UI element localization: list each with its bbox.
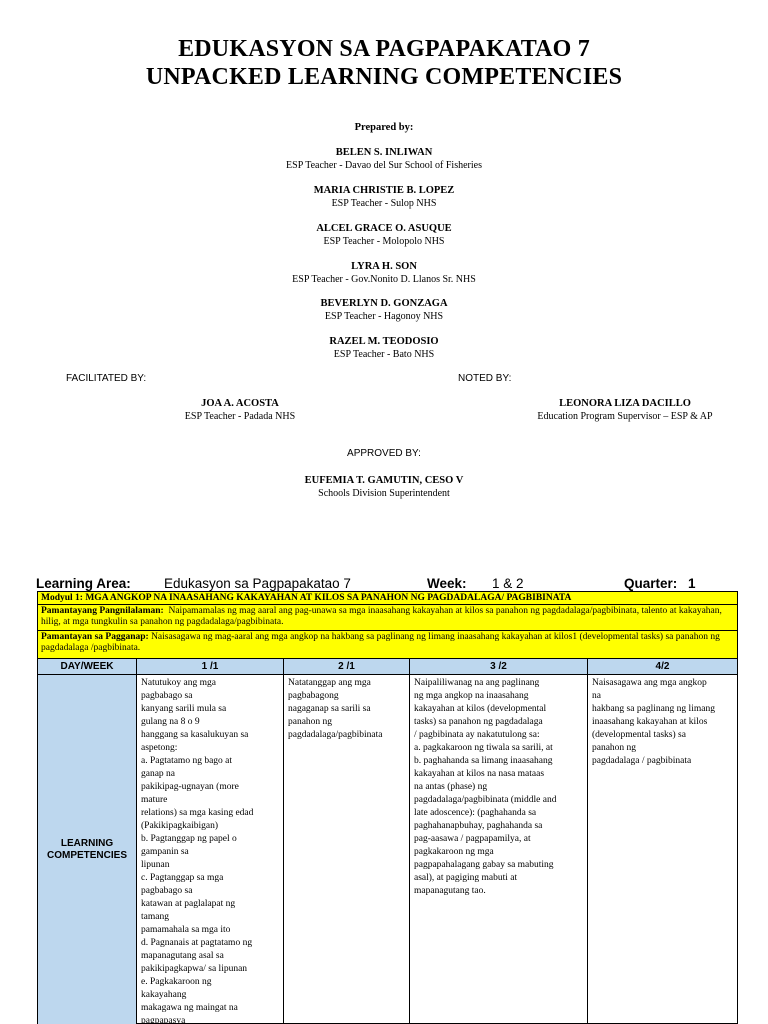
learning-competencies-label: LEARNING COMPETENCIES (38, 675, 137, 1024)
pagganap-text: Naisasagawa ng mag-aaral ang mga angkop na hakbang sa paglinang ng limang inaasahang kakayahan at kilos1 (developmental tasks) sa panahon ng pagdadalaga /pagbibinata. (41, 632, 720, 653)
header-day-week: DAY/WEEK (38, 659, 137, 675)
quarter-label: Quarter: (624, 576, 678, 591)
competency-line: Natatanggap ang mga (288, 678, 371, 688)
competency-line: ganap na (141, 769, 176, 779)
competency-line: kakayahan at kilos (developmental (414, 704, 547, 714)
competency-day3 (410, 675, 588, 1024)
competency-line: Natutukoy ang mga (141, 678, 216, 688)
noted-by-label: NOTED BY: (458, 373, 512, 384)
preparer-role: ESP Teacher - Hagonoy NHS (324, 311, 444, 322)
document-title-line2: UNPACKED LEARNING COMPETENCIES (145, 64, 623, 90)
header-day1: 1 /1 (137, 659, 284, 675)
competency-line: panahon ng (592, 743, 637, 753)
competency-line: kakayahan at kilos na nasa mataas (414, 769, 545, 779)
competency-line: pagpapahalagang gabay sa mabuting (414, 860, 554, 870)
competency-line: pagbabagong (288, 691, 339, 701)
competency-line: pagdadalaga / pagbibinata (592, 756, 692, 766)
competency-line: kakayahang (141, 990, 187, 1000)
competency-line: pakikipagkapwa/ sa lipunan (141, 964, 248, 974)
competency-line: asal), at pagiging mabuti at (414, 873, 518, 883)
competency-line: Naisasagawa ang mga angkop (592, 678, 707, 688)
facilitator-name: JOA A. ACOSTA (201, 398, 279, 409)
competency-line: a. pagkakaroon ng tiwala sa sarili, at (414, 743, 553, 753)
preparer-name: BELEN S. INLIWAN (335, 147, 433, 158)
module-title-row (38, 592, 737, 605)
competency-line: aspetong: (141, 743, 178, 753)
preparer (0, 184, 768, 210)
competency-line: (developmental tasks) sa (592, 730, 686, 740)
noter-name: LEONORA LIZA DACILLO (559, 398, 691, 409)
quarter-value: 1 (688, 576, 696, 591)
competency-line: / pagbibinata ay nakatutulong sa: (414, 730, 540, 740)
pangnilalaman-text: Naipamamalas ng mag aaral ang pag-unawa sa mga inaasahang kakayahan at kilos sa panahon ng pagdadalaga/pagbibinata, talento at kakayahan, hilig, at mga tungkulin sa panahon ng pagdadalaga/pagbibinata. (41, 606, 722, 627)
preparer-name: RAZEL M. TEODOSIO (329, 336, 439, 347)
preparer-name: ALCEL GRACE O. ASUQUE (316, 223, 452, 234)
competency-line: pamamahala sa mga ito (141, 925, 231, 935)
competency-line: relations) sa mga kasing edad (141, 808, 254, 818)
learning-area-value: Edukasyon sa Pagpapakatao 7 (164, 576, 351, 591)
preparer-name: MARIA CHRISTIE B. LOPEZ (313, 185, 455, 196)
preparer (0, 260, 768, 286)
competency-line: na antas (phase) ng (414, 782, 488, 792)
facilitated-by-label: FACILITATED BY: (66, 373, 147, 384)
competency-line: inaasahang kakayahan at kilos (592, 717, 708, 727)
preparer-role: ESP Teacher - Bato NHS (333, 349, 435, 360)
competency-line: ng mga angkop na inaasahang (414, 691, 529, 701)
competency-line: hanggang sa kasalukuyan sa (141, 730, 249, 740)
header-day3: 3 /2 (410, 659, 588, 675)
pangnilalaman-row (38, 605, 737, 631)
competency-line: pag-aasawa / pagpapamilya, at (414, 834, 531, 844)
preparer (0, 146, 768, 172)
competency-day2 (284, 675, 410, 1024)
noter-role: Education Program Supervisor – ESP & AP (537, 411, 713, 422)
approved-by-label: APPROVED BY: (347, 448, 421, 459)
competencies-table (37, 591, 738, 1024)
competency-line: late adoscence): (paghahanda sa (414, 808, 537, 818)
noter-signature (490, 397, 760, 423)
competency-line: mapanagutang tao. (414, 886, 486, 896)
header-day2: 2 /1 (284, 659, 410, 675)
competency-line: mapanagutang asal sa (141, 951, 224, 961)
competency-line: mature (141, 795, 168, 805)
preparer-role: ESP Teacher - Gov.Nonito D. Llanos Sr. NHS (292, 274, 476, 285)
preparer (0, 222, 768, 248)
module-title: Modyul 1: MGA ANGKOP NA INAASAHANG KAKAYAHAN AT KILOS SA PANAHON NG PAGDADALAGA/ PAGBIBINATA (41, 593, 572, 603)
competency-line: katawan at paglalapat ng (141, 899, 236, 909)
pagganap-label: Pamantayan sa Pagganap: (41, 632, 149, 642)
pangnilalaman-label: Pamantayang Pangnilalaman: (41, 606, 164, 616)
competency-line: pagdadalaga/pagbibinata (middle and (414, 795, 557, 805)
preparer-name: BEVERLYN D. GONZAGA (320, 298, 448, 309)
preparer (0, 335, 768, 361)
week-label: Week: (427, 576, 467, 591)
facilitator-signature (120, 397, 360, 423)
competency-line: pagdadalaga/pagbibinata (288, 730, 383, 740)
prepared-by-label: Prepared by: (354, 122, 414, 133)
competency-line: kanyang sarili mula sa (141, 704, 227, 714)
competency-line: panahon ng (288, 717, 333, 727)
preparer (0, 297, 768, 323)
competency-day1 (137, 675, 284, 1024)
competency-line: pagpapasya (141, 1016, 186, 1024)
competency-line: lipunan (141, 860, 170, 870)
competency-line: e. Pagkakaroon ng (141, 977, 212, 987)
competency-line: gulang na 8 o 9 (141, 717, 200, 727)
competency-line: (Pakikipagkaibigan) (141, 821, 219, 831)
competency-line: hakbang sa paglinang ng limang (592, 704, 715, 714)
approver-name: EUFEMIA T. GAMUTIN, CESO V (304, 475, 464, 486)
competency-line: paghahanapbuhay, paghahanda sa (414, 821, 543, 831)
learning-area-label: Learning Area: (36, 576, 131, 591)
competency-line: Naipaliliwanag na ang paglinang (414, 678, 540, 688)
approver-role: Schools Division Superintendent (318, 488, 450, 499)
competency-day4 (588, 675, 737, 1024)
competency-line: a. Pagtatamo ng bago at (141, 756, 233, 766)
competency-line: d. Pagnanais at pagtatamo ng (141, 938, 253, 948)
competency-line: pagbabago sa (141, 886, 193, 896)
competency-line: b. paghahanda sa limang inaasahang (414, 756, 553, 766)
competency-line: na (592, 691, 601, 701)
competency-line: makagawa ng maingat na (141, 1003, 238, 1013)
competency-line: pakikipag-ugnayan (more (141, 782, 239, 792)
competency-line: pagbabago sa (141, 691, 193, 701)
competency-line: b. Pagtanggap ng papel o (141, 834, 237, 844)
header-day4: 4/2 (588, 659, 737, 675)
week-value: 1 & 2 (492, 576, 524, 591)
pagganap-row (38, 631, 737, 659)
preparer-name: LYRA H. SON (351, 261, 417, 272)
competency-line: tasks) sa panahon ng pagdadalaga (414, 717, 543, 727)
facilitator-role: ESP Teacher - Padada NHS (184, 411, 296, 422)
competency-line: pagkakaroon ng mga (414, 847, 494, 857)
learning-area-row (36, 576, 736, 592)
approver-signature (0, 474, 768, 500)
competency-line: gampanin sa (141, 847, 189, 857)
preparer-role: ESP Teacher - Molopolo NHS (323, 236, 445, 247)
competency-line: c. Pagtanggap sa mga (141, 873, 224, 883)
competency-line: nagaganap sa sarili sa (288, 704, 371, 714)
preparer-role: ESP Teacher - Davao del Sur School of Fisheries (286, 160, 482, 171)
competency-line: tamang (141, 912, 169, 922)
preparer-role: ESP Teacher - Sulop NHS (331, 198, 437, 209)
document-title-line1: EDUKASYON SA PAGPAPAKATAO 7 (178, 36, 590, 62)
